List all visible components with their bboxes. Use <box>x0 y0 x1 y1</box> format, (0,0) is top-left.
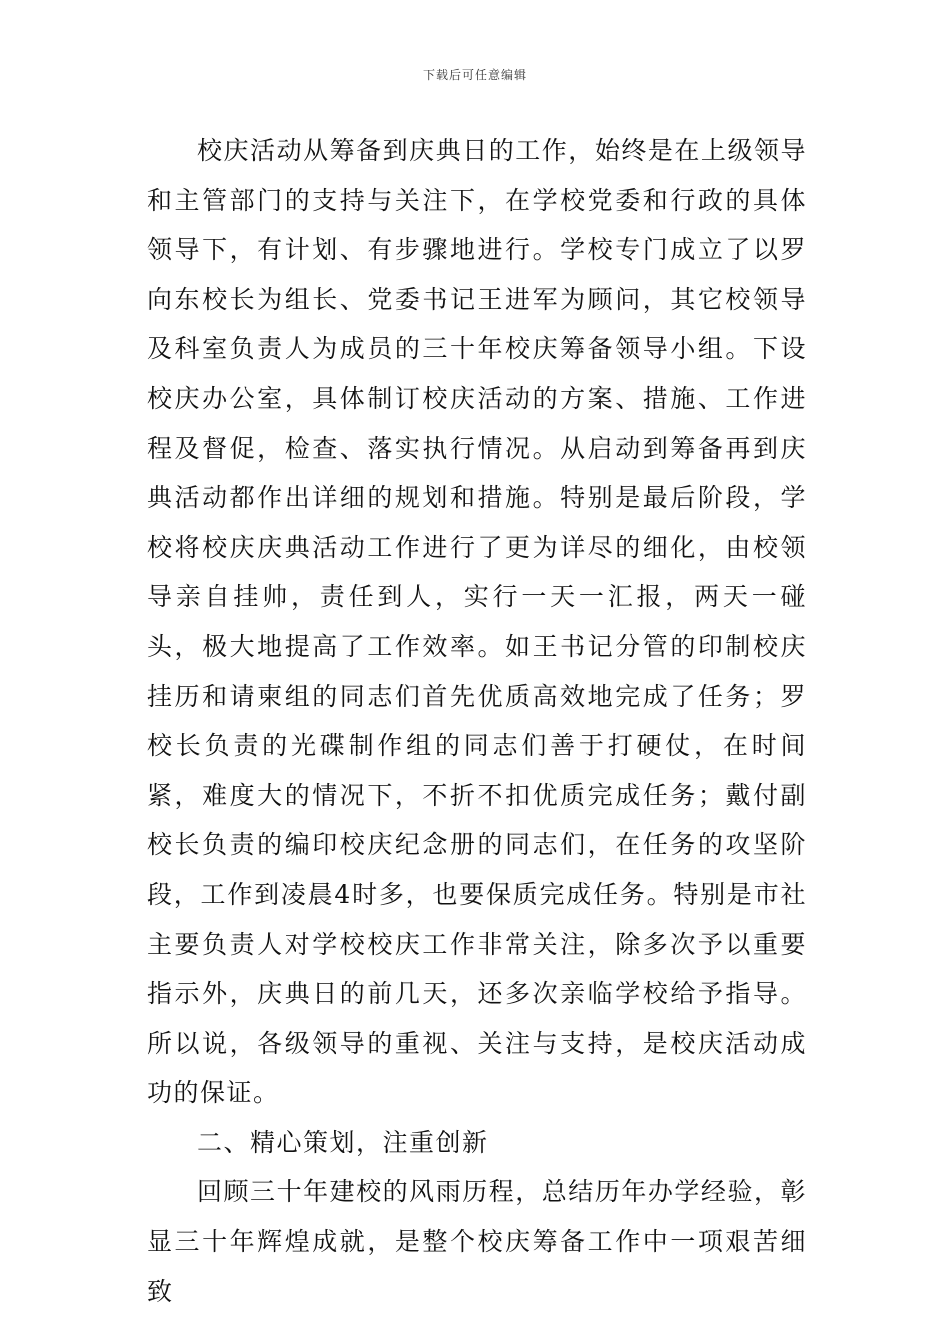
body-paragraph: 校庆活动从筹备到庆典日的工作，始终是在上级领导和主管部门的支持与关注下，在学校党委和行政的具体领导下，有计划、有步骤地进行。学校专门成立了以罗向东校长为组长、党委书记王进军为顾问，其它校领导及科室负责人为成员的三十年校庆筹备领导小组。下设校庆办公室，具体制订校庆活动的方案、措施、工作进程及督促，检查、落实执行情况。从启动到筹备再到庆典活动都作出详细的规划和措施。特别是最后阶段，学校将校庆庆典活动工作进行了更为详尽的细化，由校领导亲自挂帅，责任到人，实行一天一汇报，两天一碰头，极大地提高了工作效率。如王书记分管的印制校庆挂历和请柬组的同志们首先优质高效地完成了任务；罗校长负责的光碟制作组的同志们善于打硬仗，在时间紧，难度大的情况下，不折不扣优质完成任务；戴付副校长负责的编印校庆纪念册的同志们，在任务的攻坚阶段，工作到凌晨4时多，也要保质完成任务。特别是市社主要负责人对学校校庆工作非常关注，除多次予以重要指示外，庆典日的前几天，还多次亲临学校给予指导。所以说，各级领导的重视、关注与支持，是校庆活动成功的保证。 <box>147 136 807 1108</box>
body-paragraph: 回顾三十年建校的风雨历程，总结历年办学经验，彰显三十年辉煌成就，是整个校庆筹备工作中一项艰苦细致 <box>147 1177 807 1306</box>
page-header-note: 下载后可任意编辑 <box>422 68 527 82</box>
document-body <box>147 126 807 1316</box>
section-heading: 二、精心策划，注重创新 <box>197 1127 489 1157</box>
